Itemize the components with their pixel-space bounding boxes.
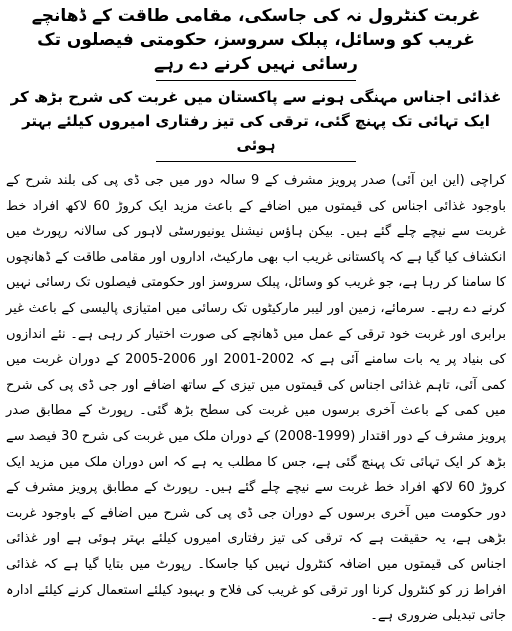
article-subheadline: غذائی اجناس مہنگی ہونے سے پاکستان میں غربت کی شرح بڑھ کر ایک تہائی تک پہنچ گئی، ترقی کی تیز رفتاری امیروں کیلئے بہتر ہوئی [10,88,502,154]
headline-divider [156,80,356,81]
article-headline: غربت کنٹرول نہ کی جاسکی، مقامی طاقت کے ڈھانچے غریب کو وسائل، پبلک سروسز، حکومتی فیصلوں تک رسائی نہیں کرنے دے رہے [31,6,481,74]
subheadline-divider [156,161,356,162]
article-body: کراچی (این این آئی) صدر پرویز مشرف کے 9 سالہ دور میں جی ڈی پی کی بلند شرح کے باوجود غذائی اجناس کی قیمتوں میں اضافے کے باعث مزید ایک کروڑ 60 لاکھ افراد خط غربت سے نیچے چلے گئے ہیں۔ بیکن ہاؤس نیشنل یونیورسٹی لاہور کی سالانہ رپورٹ میں انکشاف کیا گیا ہے کہ پاکستانی غریب اب بھی مارکیٹ، اداروں اور مقامی طاقت کے ڈھانچوں کا سامنا کر رہا ہے، جو غریب کو وسائل، پبلک سروسز اور حکومتی فیصلوں تک رسائی نہیں کرنے دے رہے۔ سرمائے، زمین اور لیبر مارکیٹوں تک رسائی میں امتیازی پالیسی کے باعث غیر برابری اور غربت خود ترقی کے عمل میں ڈھانچے کی صورت اختیار کر رہی ہے۔ نئے اندازوں کی بنیاد پر یہ بات سامنے آئی ہے کہ 2002-2001 اور 2006-2005 کے دوران غربت میں کمی آئی، تاہم غذائی اجناس کی قیمتوں میں تیزی کے ساتھ اضافے اور جی ڈی پی کی شرح میں کمی کے باعث آخری برسوں میں غربت کی سطح بڑھ گئی۔ رپورٹ کے مطابق صدر پرویز مشرف کے دور اقتدار (1999-2008) کے دوران ملک میں غربت کی شرح 30 فیصد سے بڑھ کر ایک تہائی تک پہنچ گئی ہے، جس کا مطلب یہ ہے کہ اس دوران ملک میں مزید ایک کروڑ 60 لاکھ افراد خط غربت سے نیچے چلے گئے ہیں۔ رپورٹ کے مطابق پرویز مشرف کے دور حکومت میں آخری برسوں کے دوران جی ڈی پی کی شرح میں اضافے کے باوجود غربت بڑھی ہے، یہ حقیقت ہے کہ ترقی کی تیز رفتاری امیروں کیلئے بہتر ہوئی ہے اور غذائی اجناس کی قیمتوں میں اضافہ کنٹرول نہیں کیا جاسکا۔ رپورٹ میں بتایا گیا ہے کہ غذائی افراط زر کو کنٹرول کرنا اور ترقی کو غریب کی فلاح و بہبود کیلئے استعمال کرنے کیلئے ادارہ جاتی تبدیلی ضروری ہے۔ [6,173,506,624]
